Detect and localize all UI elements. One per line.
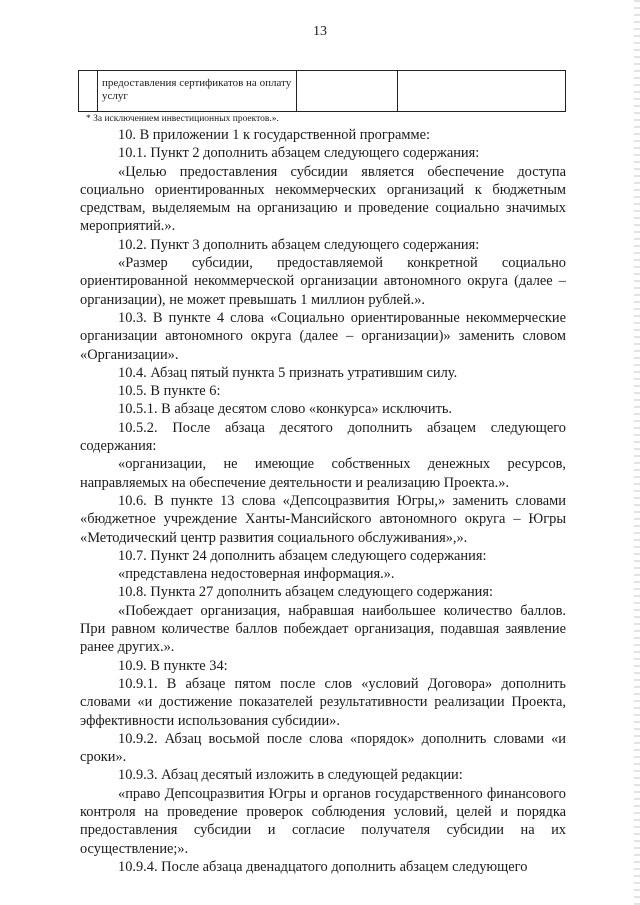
- paragraph: 10.6. В пункте 13 слова «Депсоцразвития Югры,» заменить словами «бюджетное учреждение Ханты-Мансийского автономного округа – Югры «Методический центр развития социального обслуживания»,».: [80, 492, 566, 546]
- footnote: * За исключением инвестиционных проектов.».: [86, 114, 279, 124]
- paragraph: 10. В приложении 1 к государственной программе:: [118, 127, 430, 143]
- table-fragment: [78, 70, 566, 112]
- paragraph: 10.9. В пункте 34:: [118, 657, 228, 674]
- paragraph: 10.9.3. Абзац десятый изложить в следующей редакции:: [118, 767, 463, 784]
- paragraph: 10.9.4. После абзаца двенадцатого дополнить абзацем следующего: [118, 858, 528, 875]
- paragraph: 10.8. Пункта 27 дополнить абзацем следующего содержания:: [118, 584, 493, 601]
- paragraph: 10.3. В пункте 4 слова «Социально ориентированные некоммерческие организации автономного округа (далее – организации)» заменить словом «Организации».: [80, 309, 566, 363]
- paragraph: 10.4. Абзац пятый пункта 5 признать утратившим силу.: [118, 364, 458, 381]
- scan-margin-marks: [634, 0, 640, 905]
- table-cell-empty: [297, 71, 398, 112]
- paragraph: «право Депсоцразвития Югры и органов государственного финансового контроля на проведение проверок соблюдения условий, целей и порядка предоставления субсидии и согласие получателя субсидии на их осуществление;».: [80, 785, 566, 857]
- body-text: [80, 126, 566, 876]
- paragraph: «Целью предоставления субсидии является обеспечение доступа социально ориентированных некоммерческих организаций к бюджетным средствам, выделяемым на организацию и проведение социально значимых мероприятий.».: [80, 163, 566, 235]
- paragraph: 10.5. В пункте 6:: [118, 383, 221, 400]
- table-cell-empty: [79, 71, 98, 112]
- paragraph: «Размер субсидии, предоставляемой конкретной социально ориентированной некоммерческой организации автономного округа (далее – организации), не может превышать 1 миллион рублей.».: [80, 255, 566, 308]
- paragraph: «организации, не имеющие собственных денежных ресурсов, направляемых на обеспечение деятельности и реализацию Проекта.».: [80, 456, 566, 491]
- paragraph: 10.5.2. После абзаца десятого дополнить абзацем следующего содержания:: [80, 419, 566, 455]
- page-number: 13: [313, 24, 327, 39]
- table-cell-text: предоставления сертификатов на оплату услуг: [98, 71, 297, 112]
- paragraph: 10.9.1. В абзаце пятом после слов «условий Договора» дополнить словами «и достижение показателей результативности реализации Проекта, эффективности использования субсидии».: [80, 675, 566, 729]
- paragraph: «Побеждает организация, набравшая наибольшее количество баллов. При равном количестве баллов побеждает организация, подавшая заявление ранее других.».: [80, 602, 566, 656]
- paragraph: 10.2. Пункт 3 дополнить абзацем следующего содержания:: [118, 236, 480, 253]
- table-cell-empty: [398, 71, 566, 112]
- paragraph: «представлена недостоверная информация.».: [118, 566, 395, 583]
- paragraph: 10.5.1. В абзаце десятом слово «конкурса» исключить.: [118, 401, 453, 418]
- paragraph: 10.1. Пункт 2 дополнить абзацем следующего содержания:: [118, 145, 480, 162]
- table-row: [79, 71, 566, 112]
- paragraph: 10.7. Пункт 24 дополнить абзацем следующего содержания:: [118, 547, 487, 564]
- paragraph: 10.9.2. Абзац восьмой после слова «порядок» дополнить словами «и сроки».: [80, 730, 566, 766]
